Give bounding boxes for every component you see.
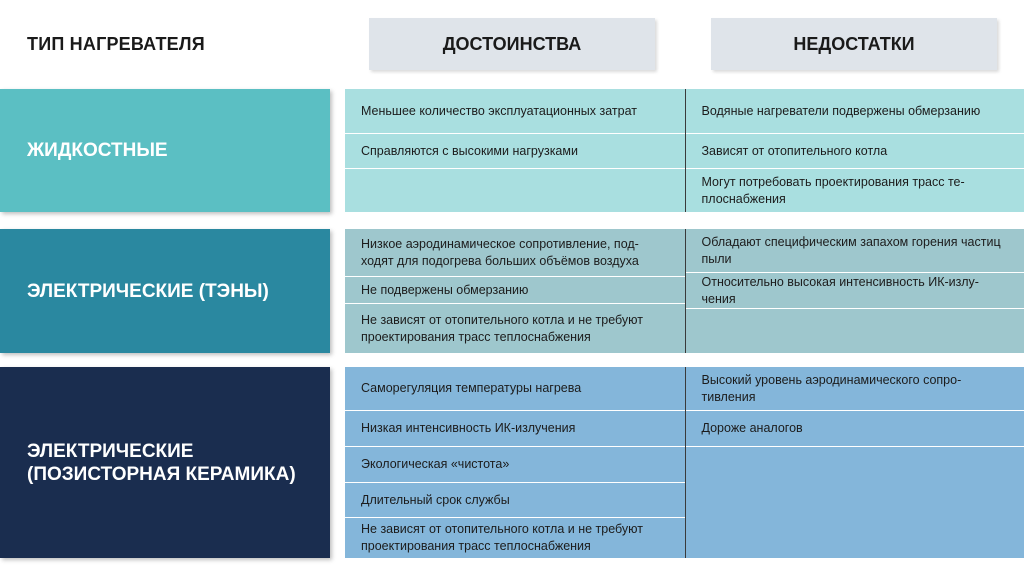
advantage-item: Экологическая «чистота» [345, 447, 685, 483]
disadvantages-column [685, 229, 1024, 353]
disadvantages-column [685, 367, 1024, 558]
disadvantage-item [686, 447, 1024, 558]
disadvantage-item [686, 309, 1024, 353]
advantage-item: Не зависят от отопительного котла и не требуют проектирования трасс теплоснабжения [361, 522, 643, 553]
advantage-item: Низкая интенсивность ИК-излучения [345, 411, 685, 447]
advantage-item [345, 169, 685, 212]
advantage-item: Не подвержены обмерзанию [345, 277, 685, 304]
disadvantage-item: Могут потребовать проектирования трасс те-плоснабжения [701, 174, 965, 206]
disadvantage-item: Зависят от отопительного котла [686, 134, 1024, 169]
disadvantage-item: Водяные нагреватели подвержены обмерзанию [686, 89, 1024, 134]
disadvantage-item: Относительно высокая интенсивность ИК-излу-чения [686, 273, 1024, 309]
column-header-type: ТИП НАГРЕВАТЕЛЯ [27, 34, 205, 54]
advantage-item: Низкое аэродинамическое сопротивление, под-ходят для подогрева больших объёмов воздуха [345, 229, 685, 277]
advantage-item: Не зависят от отопительного котла и не требуют проектирования трасс теплоснабжения [361, 312, 643, 344]
advantages-column [345, 229, 685, 353]
column-header-disadvantages: НЕДОСТАТКИ [711, 18, 997, 70]
column-header-advantages: ДОСТОИНСТВА [369, 18, 655, 70]
advantage-item: Длительный срок службы [345, 483, 685, 518]
advantages-column [345, 367, 685, 558]
group-liquid [345, 89, 1024, 212]
disadvantages-column [685, 89, 1024, 212]
advantage-item: Саморегуляция температуры нагрева [345, 367, 685, 411]
category-electric-ten [0, 229, 330, 353]
category-label: ЖИДКОСТНЫЕ [27, 140, 168, 161]
group-electric-ceramic [345, 367, 1024, 558]
category-label: ЭЛЕКТРИЧЕСКИЕ (ПОЗИСТОРНАЯ КЕРАМИКА) [27, 440, 296, 485]
category-liquid [0, 89, 330, 212]
disadvantage-item: Высокий уровень аэродинамического сопро-тивления [686, 367, 1024, 411]
group-electric-ten [345, 229, 1024, 353]
disadvantage-item: Дороже аналогов [686, 411, 1024, 447]
category-label: ЭЛЕКТРИЧЕСКИЕ (ТЭНЫ) [27, 280, 269, 302]
disadvantage-item: Обладают специфическим запахом горения частиц пыли [686, 229, 1024, 273]
advantages-column [345, 89, 685, 212]
category-electric-ceramic [0, 367, 330, 558]
advantage-item: Справляются с высокими нагрузками [345, 134, 685, 169]
advantage-item: Меньшее количество эксплуатационных затрат [345, 89, 685, 134]
